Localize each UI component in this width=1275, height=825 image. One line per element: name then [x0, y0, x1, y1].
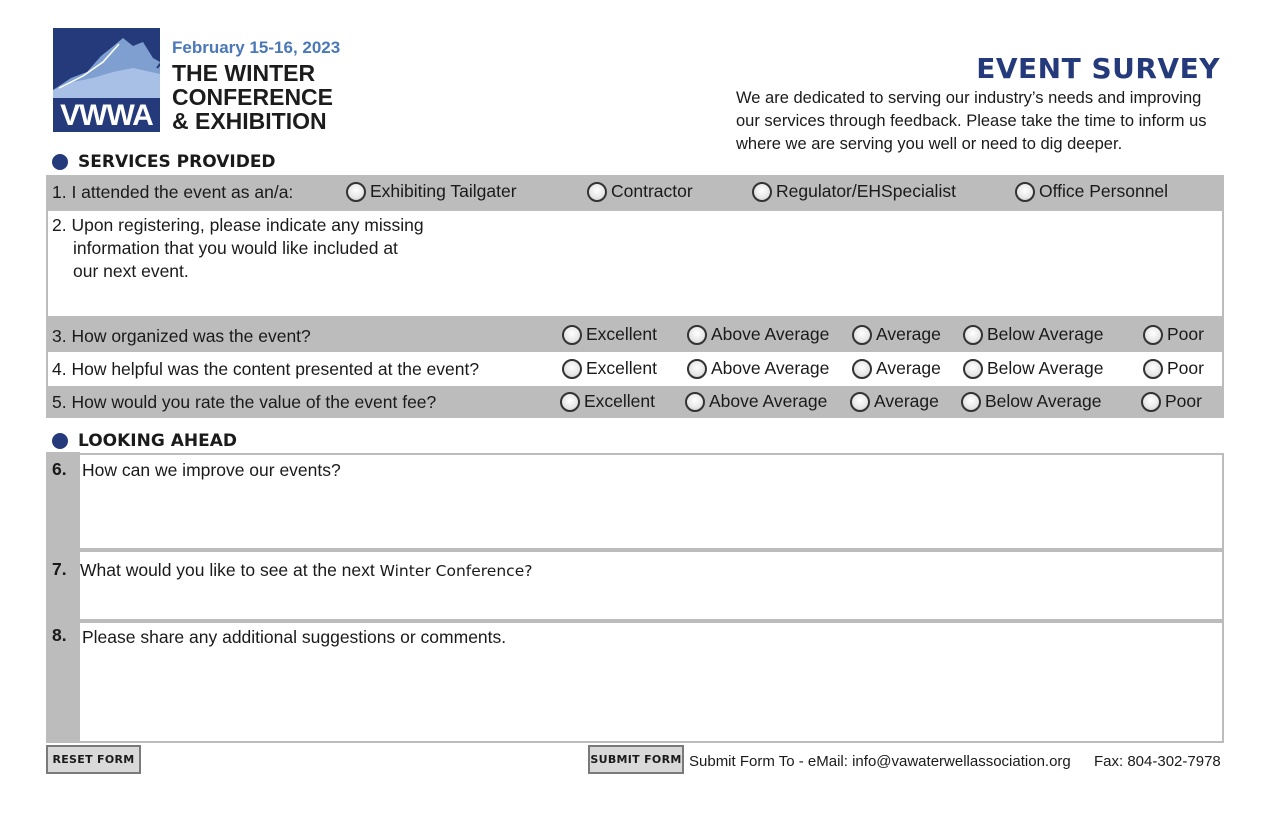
q3-option-excellent[interactable] [562, 324, 657, 345]
radio-button[interactable] [346, 182, 366, 202]
radio-button[interactable] [961, 392, 981, 412]
q5-option-average[interactable] [850, 391, 939, 412]
option-label: Average [876, 358, 941, 378]
question-4-label: 4. How helpful was the content presented at the event? [52, 359, 480, 379]
option-label: Poor [1165, 391, 1202, 411]
question-1-row [46, 175, 1224, 209]
question-5-row [46, 386, 1224, 418]
radio-button[interactable] [1015, 182, 1035, 202]
intro-line: We are dedicated to serving our industry’s needs and improving [736, 89, 1202, 107]
radio-button[interactable] [963, 359, 983, 379]
q3-option-poor[interactable] [1143, 324, 1204, 345]
radio-button[interactable] [852, 325, 872, 345]
q5-option-below-average[interactable] [961, 391, 1101, 412]
survey-intro [736, 87, 1228, 156]
question-7-textbox[interactable] [78, 550, 1224, 621]
section-title: SERVICES PROVIDED [78, 152, 276, 172]
q2-line: information that you would like included at [73, 238, 398, 258]
intro-line: our services through feedback. Please take the time to inform us [736, 112, 1207, 130]
option-label: Regulator/EHSpecialist [776, 181, 956, 201]
radio-button[interactable] [852, 359, 872, 379]
bullet-icon [52, 433, 68, 449]
option-label: Contractor [611, 181, 693, 201]
radio-button[interactable] [752, 182, 772, 202]
section-title: LOOKING AHEAD [78, 431, 237, 451]
survey-title: EVENT SURVEY [976, 52, 1220, 85]
question-6-number: 6. [52, 459, 67, 479]
radio-button[interactable] [560, 392, 580, 412]
question-8-textbox[interactable] [78, 621, 1224, 743]
option-label: Excellent [584, 391, 656, 411]
section-services-heading [52, 152, 276, 172]
vwwa-logo [53, 28, 160, 132]
question-number-strip [46, 452, 80, 743]
option-label: Above Average [711, 358, 830, 378]
question-6-textbox[interactable] [78, 453, 1224, 550]
option-label: Excellent [586, 324, 658, 344]
q1-option-exhibiting-tailgater[interactable] [346, 181, 517, 202]
question-5-label: 5. How would you rate the value of the event fee? [52, 392, 437, 412]
question-8-label: Please share any additional suggestions or comments. [82, 627, 507, 647]
logo-text: VWWA [60, 99, 153, 132]
question-7-number: 7. [52, 559, 67, 579]
option-label: Poor [1167, 358, 1204, 378]
q4-option-average[interactable] [852, 358, 941, 379]
section-looking-ahead-heading [52, 431, 237, 451]
q4-option-poor[interactable] [1143, 358, 1204, 379]
radio-button[interactable] [687, 359, 707, 379]
q2-line: our next event. [73, 261, 189, 281]
q7-text-suffix: Winter Conference? [379, 562, 533, 580]
question-3-label: 3. How organized was the event? [52, 326, 311, 346]
radio-button[interactable] [685, 392, 705, 412]
q4-option-below-average[interactable] [963, 358, 1103, 379]
event-title [172, 61, 333, 133]
event-title-line: THE WINTER [172, 60, 316, 86]
option-label: Average [874, 391, 939, 411]
question-3-row [46, 318, 1224, 352]
option-label: Poor [1167, 324, 1204, 344]
event-title-line: CONFERENCE [172, 84, 334, 110]
q1-option-office-personnel[interactable] [1015, 181, 1168, 202]
option-label: Below Average [985, 391, 1102, 411]
option-label: Office Personnel [1039, 181, 1169, 201]
option-label: Below Average [987, 358, 1104, 378]
q7-text: What would you like to see at the next [80, 560, 380, 580]
option-label: Exhibiting Tailgater [370, 181, 517, 201]
option-label: Above Average [709, 391, 828, 411]
question-1-label: 1. I attended the event as an/a: [52, 182, 294, 202]
option-label: Below Average [987, 324, 1104, 344]
submit-email-text: Submit Form To - eMail: info@vawaterwellassociation.org [689, 753, 1071, 770]
question-8-number: 8. [52, 625, 67, 645]
radio-button[interactable] [562, 325, 582, 345]
q5-option-poor[interactable] [1141, 391, 1202, 412]
radio-button[interactable] [562, 359, 582, 379]
q3-option-average[interactable] [852, 324, 941, 345]
q3-option-below-average[interactable] [963, 324, 1103, 345]
question-7-label [80, 560, 532, 581]
q3-option-above-average[interactable] [687, 324, 829, 345]
event-date: February 15-16, 2023 [172, 38, 341, 57]
submit-form-button[interactable]: SUBMIT FORM [588, 745, 684, 774]
radio-button[interactable] [963, 325, 983, 345]
question-6-label: How can we improve our events? [82, 460, 341, 480]
q1-option-regulator[interactable] [752, 181, 956, 202]
question-2-textbox[interactable] [46, 209, 1224, 318]
q5-option-above-average[interactable] [685, 391, 827, 412]
fax-number: Fax: 804-302-7978 [1094, 753, 1221, 770]
question-4-row [46, 352, 1224, 386]
radio-button[interactable] [1141, 392, 1161, 412]
q1-option-contractor[interactable] [587, 181, 693, 202]
radio-button[interactable] [850, 392, 870, 412]
radio-button[interactable] [587, 182, 607, 202]
event-title-line: & EXHIBITION [172, 108, 327, 134]
q2-line: 2. Upon registering, please indicate any missing [52, 215, 424, 235]
intro-line: where we are serving you well or need to dig deeper. [736, 135, 1123, 153]
option-label: Above Average [711, 324, 830, 344]
q4-option-excellent[interactable] [562, 358, 657, 379]
question-2-label [52, 214, 424, 283]
q4-option-above-average[interactable] [687, 358, 829, 379]
q5-option-excellent[interactable] [560, 391, 655, 412]
bullet-icon [52, 154, 68, 170]
option-label: Excellent [586, 358, 658, 378]
option-label: Average [876, 324, 941, 344]
radio-button[interactable] [1143, 325, 1163, 345]
radio-button[interactable] [1143, 359, 1163, 379]
reset-form-button[interactable]: RESET FORM [46, 745, 141, 774]
radio-button[interactable] [687, 325, 707, 345]
